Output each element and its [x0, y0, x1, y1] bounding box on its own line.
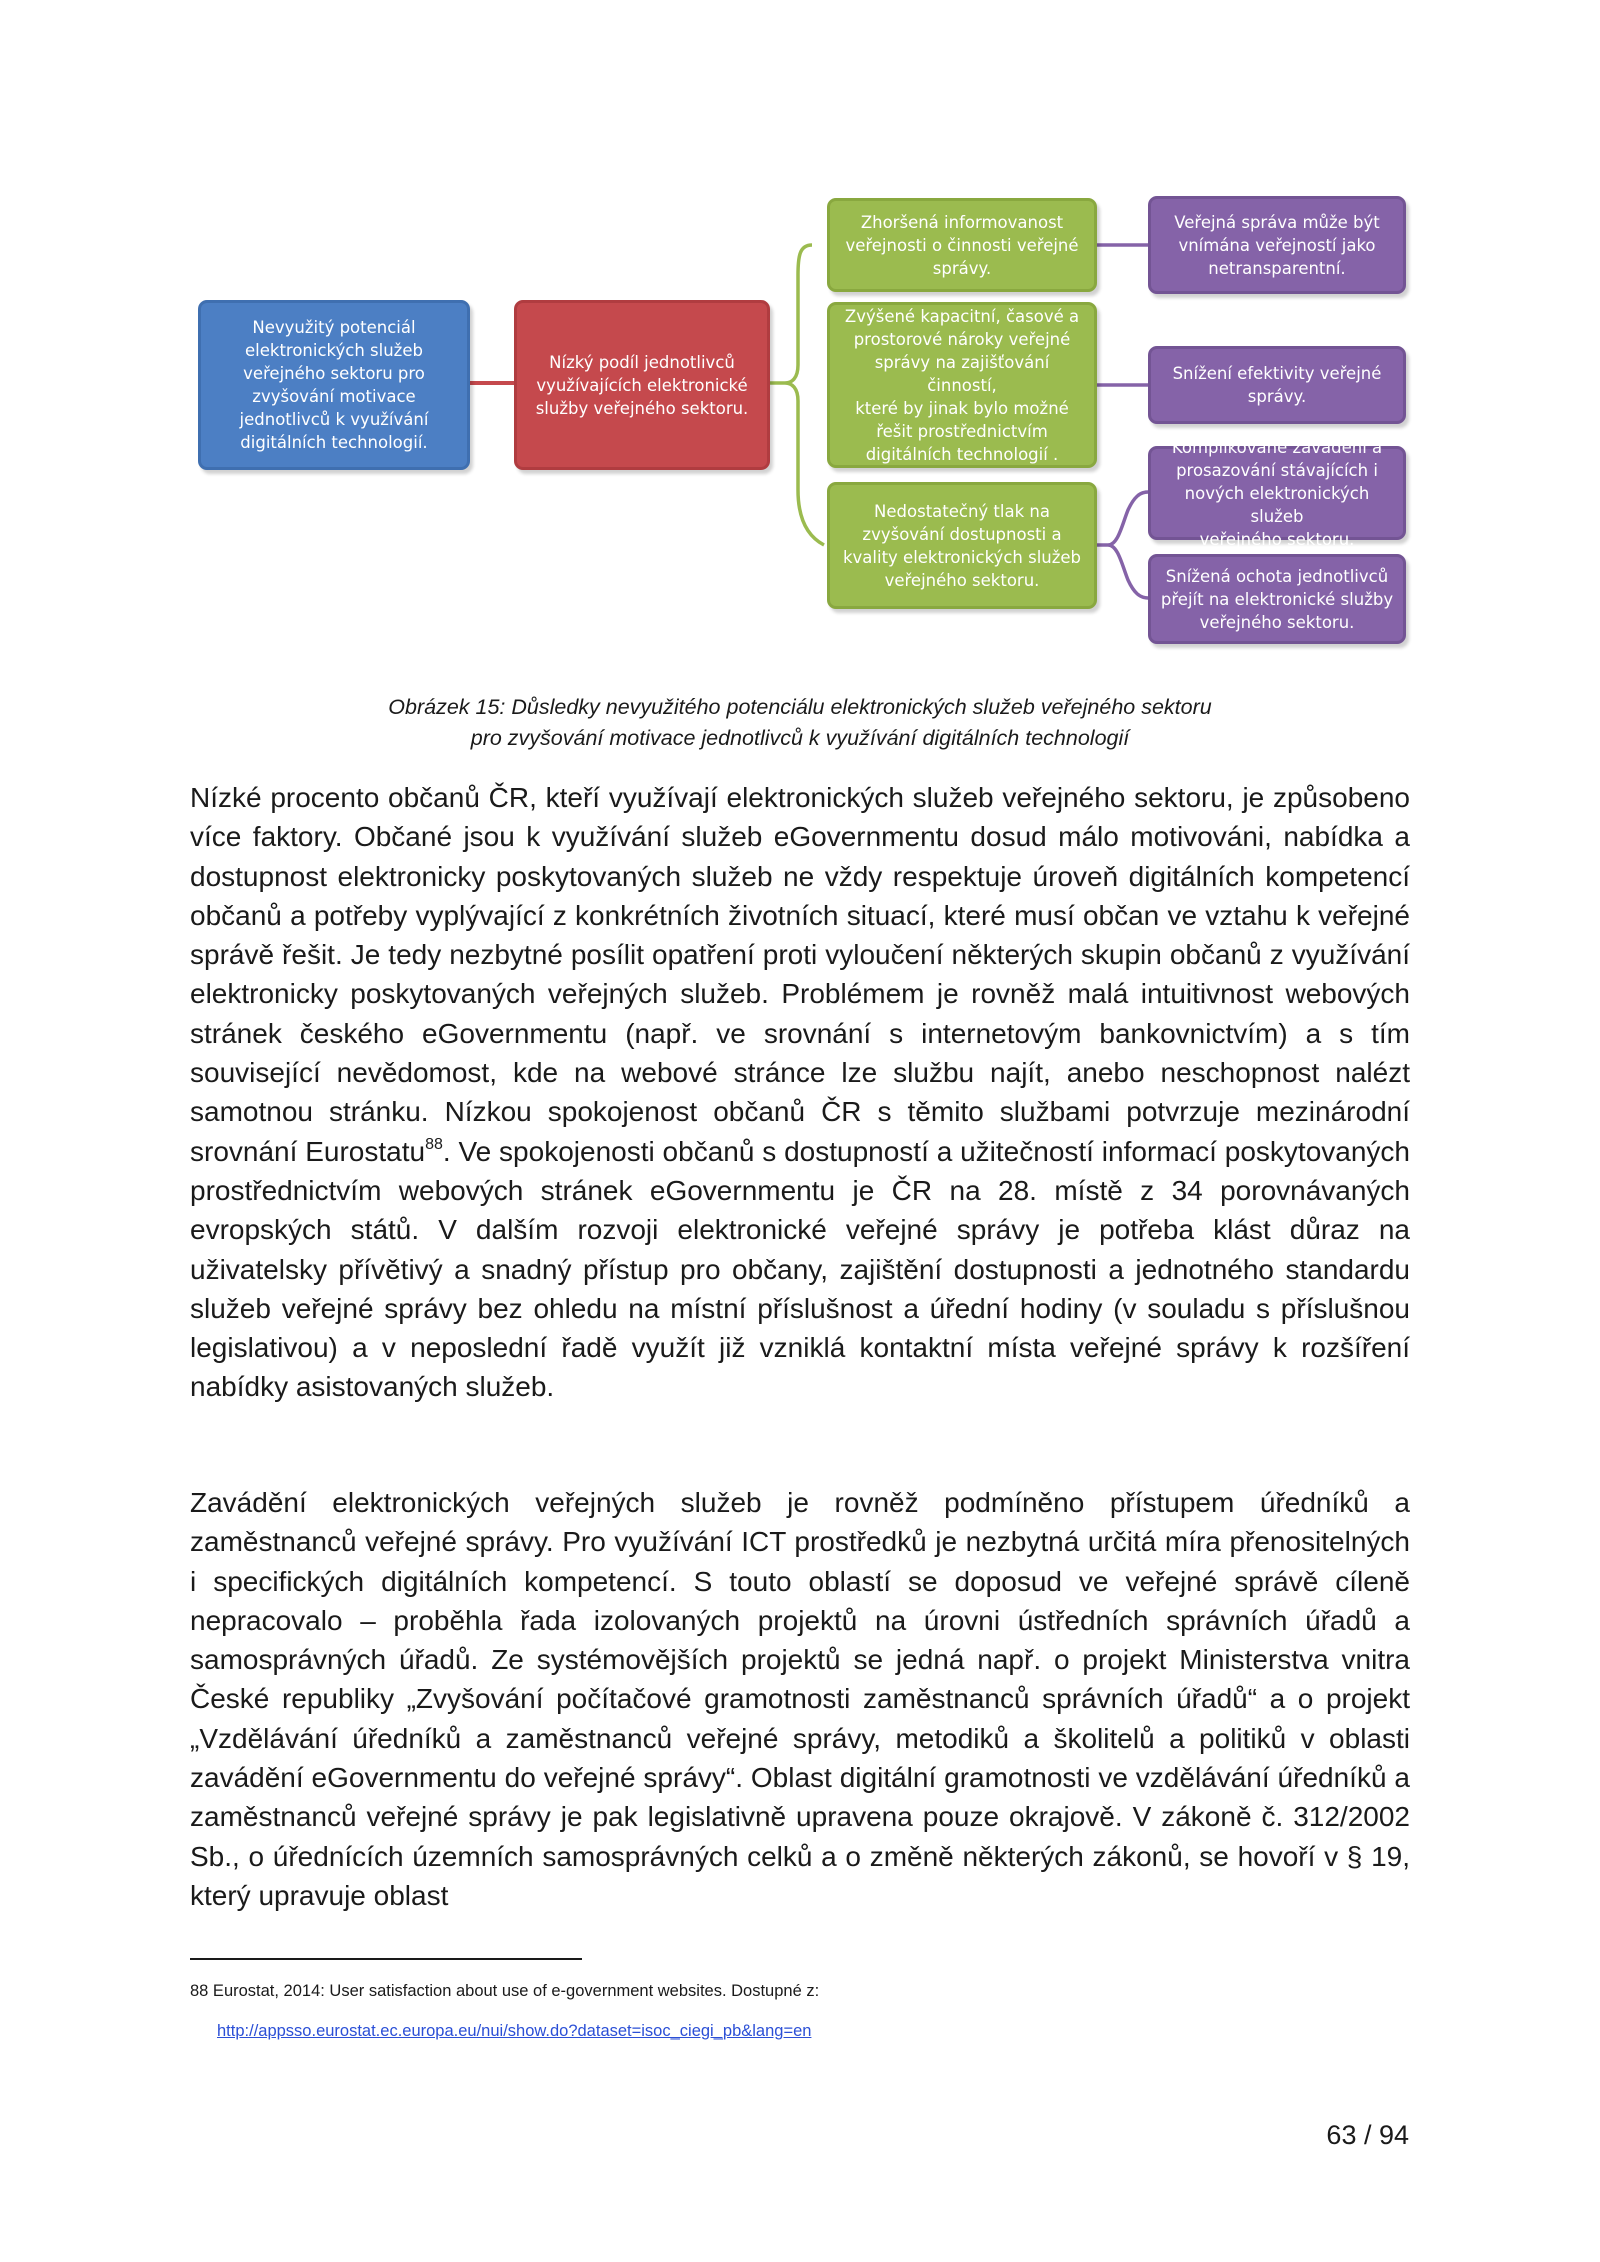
paragraph-1-text: Nízké procento občanů ČR, kteří využívají elektronických služeb veřejného sektoru, je způsobeno více faktory. Občané jsou k využívání služeb eGovernmentu dosud málo motivováni, nabídka a dostupnost elektronicky poskytovaných služeb ne vždy respektuje úroveň digitálních kompetencí občanů a potřeby vyplývající z konkrétních životních situací, které musí občan ve vztahu k veřejné správě řešit. Je tedy nezbytné posílit opatření proti vyloučení některých skupin občanů z využívání elektronicky poskytovaných veřejných služeb. Problémem je rovněž malá intuitivnost webových stránek českého eGovernmentu (např. ve srovnání s internetovým bankovnictvím) a s tím související nevědomost, kde na webové stránce lze službu najít, anebo neschopnost nalézt samotnou stránku. Nízkou spokojenost občanů ČR s těmito službami potvrzuje mezinárodní srovnání Eurostatu — [190, 782, 1410, 1167]
page-number: 63 / 94 — [1326, 2120, 1409, 2150]
purple-box-transparency: Veřejná správa může být vnímána veřejností jako netransparentní. — [1148, 196, 1406, 294]
caption-line-1: Obrázek 15: Důsledky nevyužitého potenciálu elektronických služeb veřejného sektoru — [388, 695, 1212, 719]
paragraph-2: Zavádění elektronických veřejných služeb je rovněž podmíněno přístupem úředníků a zaměstnanců veřejné správy. Pro využívání ICT prostředků je nezbytná určitá míra přenositelných i specifických digitálních kompetencí. S touto oblastí se doposud ve veřejné správě cíleně nepracovalo – proběhla řada izolovaných projektů na úrovni ústředních správních úřadů a samosprávných úřadů. Ze systémovějších projektů se jedná např. o projekt Ministerstva vnitra České republiky „Zvyšování počítačové gramotnosti zaměstnanců správních úřadů“ a o projekt „Vzdělávání úředníků a zaměstnanců veřejné správy, metodiků a školitelů a politiků v oblasti zavádění eGovernmentu do veřejné správy“. Oblast digitální gramotnosti ve vzdělávání úředníků a zaměstnanců veřejné správy je pak legislativně upravena pouze okrajově. V zákoně č. 312/2002 Sb., o úřednících územních samosprávných celků a o změně některých zákonů, se hovoří v § 19, který upravuje oblast — [190, 1487, 1410, 1911]
green-box-capacity: Zvýšené kapacitní, časové a prostorové nároky veřejné správy na zajišťování činností, které by jinak bylo možné řešit prostřednictvím digitálních technologií . — [827, 302, 1097, 468]
footnote-link[interactable]: http://appsso.eurostat.ec.europa.eu/nui/show.do?dataset=isoc_ciegi_pb&lang=en — [217, 2022, 812, 2040]
root-cause-box: Nevyužitý potenciál elektronických služeb veřejného sektoru pro zvyšování motivace jednotlivců k využívání digitálních technologií. — [198, 300, 470, 470]
footnote-reference-88[interactable]: 88 — [425, 1135, 443, 1153]
footnote-separator — [190, 1958, 582, 1960]
paragraph-1 — [190, 778, 1410, 1407]
purple-box-willingness: Snížená ochota jednotlivců přejít na elektronické služby veřejného sektoru. — [1148, 554, 1406, 644]
figure-caption — [190, 692, 1410, 754]
footnote-text: 88 Eurostat, 2014: User satisfaction about use of e-government websites. Dostupné z: — [190, 1982, 820, 2000]
consequences-diagram — [0, 0, 1600, 680]
brace-green3-purple — [1097, 492, 1148, 598]
low-usage-box: Nízký podíl jednotlivců využívajících elektronické služby veřejného sektoru. — [514, 300, 770, 470]
green-box-information: Zhoršená informovanost veřejnosti o činnosti veřejné správy. — [827, 198, 1097, 292]
purple-box-implementation: Komplikované zavádění a prosazování stávajících i nových elektronických služeb veřejného sektoru. — [1148, 446, 1406, 540]
brace-middle-green — [785, 245, 824, 545]
purple-box-efficiency: Snížení efektivity veřejné správy. — [1148, 346, 1406, 424]
green-box-pressure: Nedostatečný tlak na zvyšování dostupnosti a kvality elektronických služeb veřejného sektoru. — [827, 482, 1097, 609]
caption-line-2: pro zvyšování motivace jednotlivců k využívání digitálních technologií — [470, 726, 1130, 750]
footnote-88 — [190, 1978, 1410, 2044]
paragraph-1-text-continued: . Ve spokojenosti občanů s dostupností a užitečností informací poskytovaných prostřednictvím webových stránek eGovernmentu je ČR na 28. místě z 34 porovnávaných evropských států. V dalším rozvoji elektronické veřejné správy je potřeba klást důraz na uživatelsky přívětivý a snadný přístup pro občany, zajištění dostupnosti a jednotného standardu služeb veřejné správy bez ohledu na místní příslušnost a úřední hodiny (v souladu s příslušnou legislativou) a v neposlední řadě využít již vzniklá kontaktní místa veřejné správy k rozšíření nabídky asistovaných služeb. — [190, 1135, 1410, 1403]
